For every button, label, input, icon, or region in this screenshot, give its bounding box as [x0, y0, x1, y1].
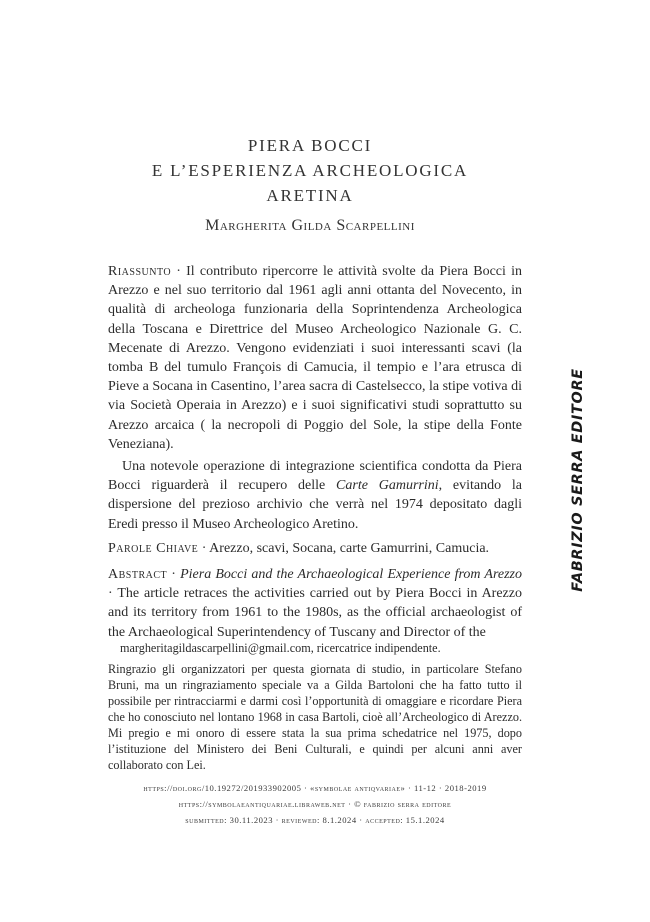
- copyright-sidebar: [568, 250, 588, 710]
- abstract-label: Abstract: [108, 567, 168, 583]
- article-body: [108, 262, 522, 642]
- doi-line: https://doi.org/10.19272/201933902005 · «symbolae antiqvariae» · 11-12 · 2018-2019: [143, 783, 487, 793]
- riassunto-text-2a: Una notevole operazione di integrazione scientifica condotta da Piera Bocci riguarderà il recupero delle: [108, 459, 522, 494]
- riassunto-paragraph-2: [108, 457, 522, 534]
- riassunto-text-2-italic: Carte Gamurrini: [336, 478, 439, 494]
- footnote-acknowledgement: Ringrazio gli organizzatori per questa giornata di studio, in particolare Stefano Bruni, ma un ringraziamento speciale va a Gilda Bartoloni che ha fatto tutto il possibile per rintracciarmi e darmi così l’opportunità di omaggiare e ricordare Piera che ho conosciuto nel lontano 1968 in casa Bartoli, cioè all’Archeologico di Arezzo. Mi pregio e mi onoro di essere stata la sua prima schedatrice nel 1975, dopo l’istituzione del Ministero dei Beni Culturali, e quindi per alcuni anni aver collaborato con Lei.: [108, 662, 522, 772]
- title-line-2: E L’ESPERIENZA ARCHEOLOGICA: [151, 161, 469, 180]
- footnote: [108, 640, 522, 773]
- dates-line: submitted: 30.11.2023 · reviewed: 8.1.2024 · accepted: 15.1.2024: [185, 815, 445, 825]
- author-text: Margherita Gilda Scarpellini: [205, 217, 415, 234]
- keywords-text: Arezzo, scavi, Socana, carte Gamurrini, Camucia.: [209, 540, 490, 556]
- website-line: https://symbolaeantiquariae.libraweb.net · © fabrizio serra editore: [178, 799, 452, 809]
- copyright-text: [570, 368, 586, 592]
- keywords-separator: ·: [198, 540, 210, 556]
- copyright-publisher: FABRIZIO SERRA EDITORE: [570, 368, 586, 592]
- keywords-paragraph: [108, 539, 522, 558]
- title-line-1: PIERA BOCCI: [247, 136, 373, 155]
- abstract-separator: ·: [167, 567, 181, 583]
- riassunto-separator: ·: [171, 264, 187, 279]
- abstract-text: The article retraces the activities carried out by Piera Bocci in Arezzo and its territory from 1961 to the 1980s, as the official archaeologist of the Archaeological Superintendency of Tuscany and Director of the: [108, 586, 522, 640]
- abstract-title: Piera Bocci and the Archaeological Experience from Arezzo: [180, 567, 522, 583]
- riassunto-label: Riassunto: [108, 264, 172, 279]
- author-name: [100, 217, 520, 235]
- title-line-3: ARETINA: [266, 186, 354, 205]
- footnote-email-line: margheritagildascarpellini@gmail.com, ricercatrice indipendente.: [120, 641, 441, 655]
- riassunto-text: Il contributo ripercorre le attività svolte da Piera Bocci in Arezzo e nel suo territorio dal 1961 agli anni ottanta del Novecento, in qualità di archeologa funzionaria della Soprintendenza Archeologica della Toscana e Direttrice del Museo Archeologico Nazionale G. C. Mecenate di Arezzo. Vengono evidenziati i suoi interessanti scavi (la tomba B del tumulo François di Camucia, il tempio e l’ara etrusca di Pieve a Socana in Casentino, l’area sacra di Castelsecco, la stipe votiva di via Società Operaia in Arezzo) e i suoi significativi studi soprattutto su Arezzo arcaica ( la necropoli di Poggio del Sole, la stipe della Fonte Veneziana).: [108, 264, 522, 452]
- riassunto-paragraph: [108, 262, 522, 454]
- keywords-label: Parole Chiave: [108, 540, 199, 556]
- abstract-separator-2: ·: [108, 586, 118, 602]
- article-title: [100, 133, 520, 208]
- abstract-paragraph: [108, 565, 522, 642]
- riassunto-text-2b: , evitando la dispersione del prezioso archivio che verrà nel 1974 depositato dagli Eredi presso il Museo Archeologico Aretino.: [108, 478, 523, 532]
- publication-metadata: [100, 780, 530, 828]
